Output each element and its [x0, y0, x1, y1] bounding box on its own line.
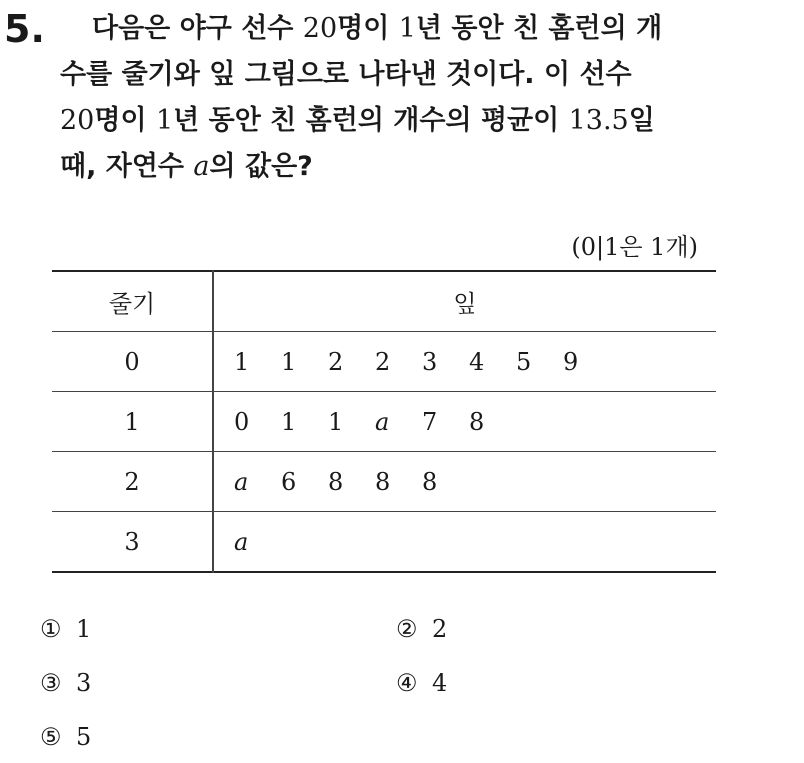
- leaf-value: 6: [281, 467, 297, 496]
- table-row: [52, 452, 716, 512]
- variable-a: a: [193, 151, 210, 182]
- stem-cell: 2: [52, 452, 213, 512]
- stem-number: 13.5: [568, 105, 629, 136]
- stem-number: 1: [155, 105, 174, 136]
- question-stem: [60, 6, 780, 190]
- stem-number: 1: [398, 13, 416, 44]
- table-header-row: [52, 271, 716, 332]
- leaf-value: 1: [328, 407, 344, 436]
- stem-text: 때, 자연수: [60, 151, 194, 182]
- choice-marker: ③: [40, 669, 62, 697]
- leaf-value: a: [234, 467, 249, 496]
- leaf-value: 5: [516, 347, 532, 376]
- leaf-value: 1: [234, 347, 250, 376]
- leaf-value: 8: [375, 467, 391, 496]
- leaf-value: 1: [281, 407, 297, 436]
- leaf-value: a: [375, 407, 390, 436]
- leaf-value: 3: [422, 347, 438, 376]
- choice-marker: ⑤: [40, 723, 62, 751]
- choice-marker: ④: [396, 669, 418, 697]
- stem-text: 다음은 야구 선수: [92, 13, 303, 44]
- question-number: 5.: [4, 7, 45, 51]
- choice-5[interactable]: [40, 722, 91, 752]
- leaf-value: 8: [328, 467, 344, 496]
- stem-text: 년 동안 친 홈런의 개수의 평균이: [173, 105, 569, 136]
- stem-cell: 3: [52, 512, 213, 573]
- leaf-value: 0: [234, 407, 250, 436]
- stem-cell: 1: [52, 392, 213, 452]
- leaf-cell: [213, 392, 716, 452]
- choice-value: 5: [76, 723, 92, 751]
- header-stem: 줄기: [52, 271, 213, 332]
- stem-number: 20: [302, 13, 338, 44]
- stem-text: 수를 줄기와 잎 그림으로 나타낸 것이다. 이 선수: [60, 59, 632, 90]
- leaf-value: 2: [375, 347, 391, 376]
- leaf-value: 7: [422, 407, 438, 436]
- table-row: [52, 392, 716, 452]
- choice-2[interactable]: [396, 614, 447, 644]
- choice-marker: ②: [396, 615, 418, 643]
- leaf-cell: [213, 452, 716, 512]
- table-row: [52, 512, 716, 573]
- table-row: [52, 332, 716, 392]
- stem-line-1: [60, 6, 780, 52]
- leaf-cell: [213, 332, 716, 392]
- stem-text: 명이: [94, 105, 156, 136]
- choice-value: 4: [432, 669, 448, 697]
- stem-line-2: [60, 52, 780, 98]
- header-leaf: 잎: [453, 290, 477, 318]
- choice-3[interactable]: [40, 668, 91, 698]
- stem-text: 년 동안 친 홈런의 개: [415, 13, 663, 44]
- leaf-value: a: [234, 527, 249, 556]
- choice-value: 1: [76, 615, 92, 643]
- stem-and-leaf-table: [52, 270, 716, 573]
- choice-4[interactable]: [396, 668, 447, 698]
- stem-number: 20: [60, 105, 95, 136]
- stem-text: 의 값은?: [209, 151, 313, 182]
- stem-line-3: [60, 98, 780, 144]
- leaf-value: 4: [469, 347, 485, 376]
- leaf-value: 2: [328, 347, 344, 376]
- leaf-value: 9: [563, 347, 579, 376]
- stem-line-4: [60, 144, 780, 190]
- leaf-cell: [213, 512, 716, 573]
- leaf-value: 8: [469, 407, 485, 436]
- stem-text: 명이: [337, 13, 399, 44]
- choice-value: 3: [76, 669, 92, 697]
- choice-value: 2: [432, 615, 448, 643]
- choice-1[interactable]: [40, 614, 91, 644]
- stem-text: 일: [628, 105, 655, 136]
- stem-cell: 0: [52, 332, 213, 392]
- legend-note: (0|1은 1개): [571, 233, 698, 261]
- leaf-value: 1: [281, 347, 297, 376]
- leaf-value: 8: [422, 467, 438, 496]
- choice-marker: ①: [40, 615, 62, 643]
